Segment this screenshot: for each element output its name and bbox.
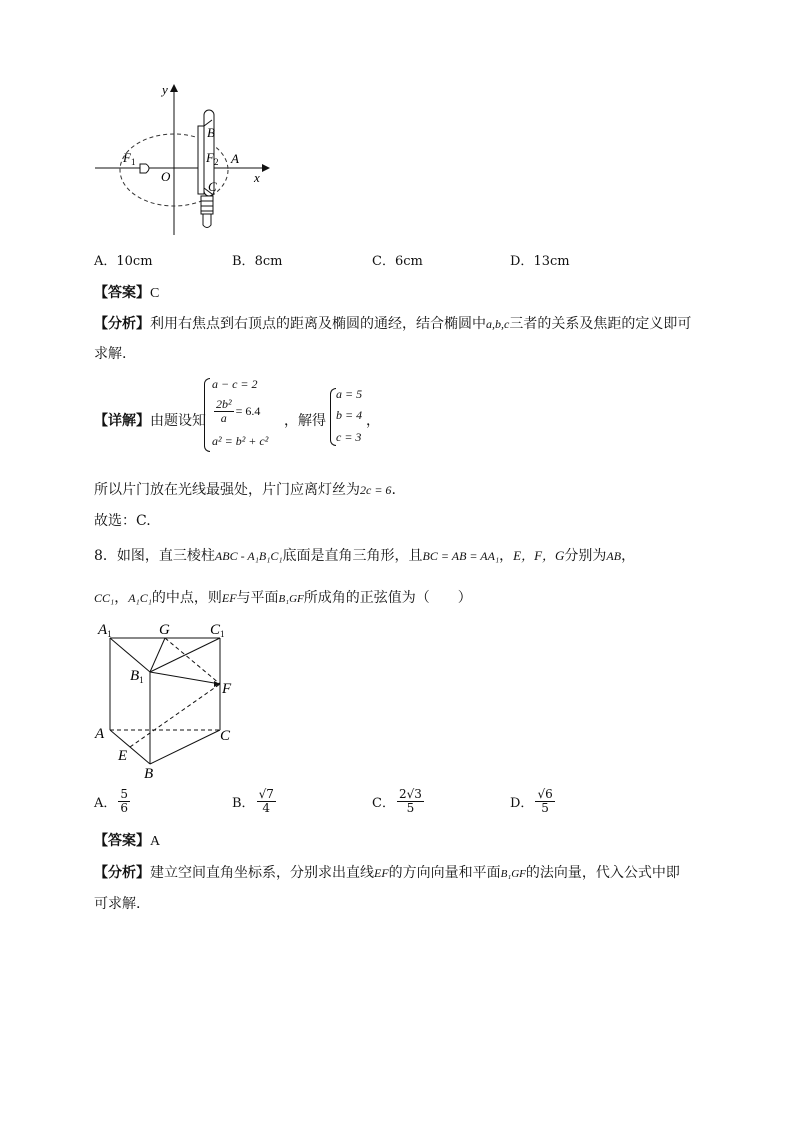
prism-figure <box>90 618 250 784</box>
q8-option-a-num: 5 <box>120 787 129 801</box>
q8-option-b[interactable] <box>232 788 278 815</box>
q7-sol-2: b = 4 <box>336 408 363 422</box>
q7-choose-line: 故选：C. <box>94 513 151 529</box>
origin-label: O <box>161 169 171 184</box>
f1-sub: 1 <box>130 157 136 167</box>
q7-answer-line <box>94 282 159 302</box>
q8-stem-ab: AB <box>606 549 622 563</box>
prism-a1-main: A <box>98 622 108 638</box>
q7-option-b-text: 8cm <box>254 254 283 269</box>
q7-analysis-text-3: 求解. <box>94 346 127 362</box>
prism-label-a1 <box>97 622 112 639</box>
prism-label-f: F <box>222 681 232 697</box>
q7-option-a-text: 10cm <box>116 254 153 269</box>
q7-eq-3: a² = b² + c² <box>212 434 269 448</box>
q8-stem-b1gf: B₁GF <box>278 593 304 605</box>
q8-analysis-text-3: 的法向量，代入公式中即 <box>525 865 680 881</box>
q8-option-a-den: 6 <box>120 801 129 815</box>
q7-option-c-text: 6cm <box>394 254 423 269</box>
f2-sub: 2 <box>213 157 219 167</box>
prism-label-g: G <box>159 622 170 638</box>
q7-eq-2-den: a <box>220 411 227 425</box>
q7-analysis-abc: a,b,c <box>486 317 510 331</box>
q8-option-a[interactable] <box>94 788 132 815</box>
a-label: A <box>231 151 239 166</box>
q8-option-b-letter: B． <box>232 796 255 811</box>
x-axis-label: x <box>254 170 260 185</box>
q7-option-b[interactable] <box>232 250 282 269</box>
q7-eq-1: a − c = 2 <box>212 377 258 391</box>
b-label: B <box>207 125 215 140</box>
prism-b1-main: B <box>130 668 140 684</box>
q8-stem-line-2 <box>94 587 472 607</box>
q7-eq-2-rhs: = 6.4 <box>235 404 261 418</box>
q8-answer: A <box>150 834 161 849</box>
q8-option-c[interactable] <box>372 788 426 815</box>
q7-analysis-text-2: 三者的关系及焦距的定义即可 <box>509 316 692 332</box>
q7-analysis-tag: 【分析】 <box>94 316 150 332</box>
q8-analysis-b1gf: B₁GF <box>500 868 526 880</box>
q8-option-d-num: √6 <box>537 787 553 801</box>
prism-label-b: B <box>144 766 154 782</box>
q8-option-c-num: 2√3 <box>398 787 422 801</box>
q7-eq-2 <box>212 398 260 425</box>
q8-option-d-frac <box>535 788 554 815</box>
q7-option-d-letter: D． <box>510 254 534 269</box>
q7-detail-label <box>94 410 206 430</box>
q7-conclusion-eq: 2c = 6 <box>360 483 392 497</box>
prism-c1-main: C <box>210 622 221 638</box>
q7-analysis-line-1 <box>94 313 691 333</box>
q8-option-c-den: 5 <box>406 801 415 815</box>
q8-stem-ef: EF <box>221 591 237 605</box>
q8-analysis-text-2: 的方向向量和平面 <box>388 865 501 881</box>
q8-stem-line-1 <box>94 545 635 565</box>
prism-label-c1 <box>210 622 225 639</box>
q8-stem-efg: E，F，G <box>513 548 565 563</box>
q7-solve-text: ，解得 <box>284 413 326 429</box>
q8-stem-2c: 与平面 <box>236 590 279 606</box>
prism-label-b1 <box>130 668 144 685</box>
q7-sol-3: c = 3 <box>336 430 362 444</box>
ellipse-lamp-figure <box>90 80 280 242</box>
q7-conclusion-text-1: 所以片门放在光线最强处，片门应离灯丝为 <box>94 482 360 498</box>
q7-detail-text: 由题设知 <box>150 413 206 429</box>
q8-stem-cc1: CC₁ <box>94 591 115 605</box>
prism-a1-sub: 1 <box>107 629 112 639</box>
prism-c1-sub: 1 <box>220 629 225 639</box>
prism-label-c: C <box>220 728 231 744</box>
q7-option-a[interactable] <box>94 250 153 269</box>
q7-conclusion-text-2: . <box>391 482 396 498</box>
q7-answer-tag: 【答案】 <box>94 285 150 301</box>
y-axis-label: y <box>162 82 168 97</box>
q7-system-brace-1 <box>204 378 210 452</box>
f2-main: F <box>206 150 214 165</box>
q8-answer-tag: 【答案】 <box>94 833 150 849</box>
q7-option-d-text: 13cm <box>533 254 570 269</box>
q7-eq-2-num: 2b² <box>216 397 232 411</box>
f1-label <box>122 150 135 167</box>
f2-label <box>205 150 218 167</box>
q7-option-c-letter: C． <box>372 254 395 269</box>
q7-sol-1: a = 5 <box>336 387 363 401</box>
q8-stem-prism: ABC - A₁B₁C₁ <box>214 549 283 563</box>
q8-stem-2d: 所成角的正弦值为（ ） <box>303 590 472 606</box>
q8-option-a-letter: A． <box>94 796 117 811</box>
q8-analysis-line-1 <box>94 862 680 882</box>
q8-option-d-den: 5 <box>541 801 549 815</box>
q8-option-c-frac <box>397 788 424 815</box>
q7-option-c[interactable] <box>372 250 423 269</box>
q7-analysis-text-1: 利用右焦点到右顶点的距离及椭圆的通经，结合椭圆中 <box>150 316 486 332</box>
q8-analysis-tag: 【分析】 <box>94 865 150 881</box>
c-label: C <box>208 179 217 194</box>
q8-stem-1c: ， <box>499 548 514 564</box>
q8-answer-line <box>94 830 160 850</box>
q8-option-d-letter: D． <box>510 796 534 811</box>
prism-label-a: A <box>95 726 105 742</box>
q8-stem-2b: 的中点，则 <box>151 590 222 606</box>
q8-stem-2a: ， <box>114 590 129 606</box>
q8-analysis-text-1: 建立空间直角坐标系，分别求出直线 <box>150 865 374 881</box>
q7-sol-end: ， <box>366 413 380 429</box>
q7-eq-2-frac <box>214 398 234 425</box>
f1-main: F <box>123 150 131 165</box>
q8-analysis-ef: EF <box>374 866 389 880</box>
q7-detail-tag: 【详解】 <box>94 413 150 429</box>
q8-stem-a1c1: A₁C₁ <box>128 591 152 605</box>
q7-option-b-letter: B． <box>232 254 255 269</box>
q7-option-d[interactable] <box>510 250 570 269</box>
q8-stem-eq: BC = AB = AA₁ <box>422 549 500 563</box>
q8-stem-1d: 分别为 <box>564 548 607 564</box>
q8-stem-1b: 底面是直角三角形，且 <box>282 548 423 564</box>
q8-stem-1a: 8．如图，直三棱柱 <box>94 548 215 564</box>
q8-option-b-den: 4 <box>262 801 271 815</box>
q8-option-c-letter: C． <box>372 796 395 811</box>
q8-stem-1e: ， <box>621 548 636 564</box>
q8-analysis-line-2: 可求解. <box>94 896 141 912</box>
q7-answer: C <box>150 286 160 301</box>
q7-analysis-line-2 <box>94 343 126 363</box>
q8-option-b-frac <box>257 788 276 815</box>
q7-conclusion-line <box>94 479 396 499</box>
q8-option-d[interactable] <box>510 788 557 815</box>
prism-b1-sub: 1 <box>139 675 144 685</box>
q8-option-a-frac <box>118 788 130 815</box>
q8-option-b-num: √7 <box>258 787 274 801</box>
prism-label-e: E <box>118 748 128 764</box>
q7-option-a-letter: A． <box>94 254 117 269</box>
